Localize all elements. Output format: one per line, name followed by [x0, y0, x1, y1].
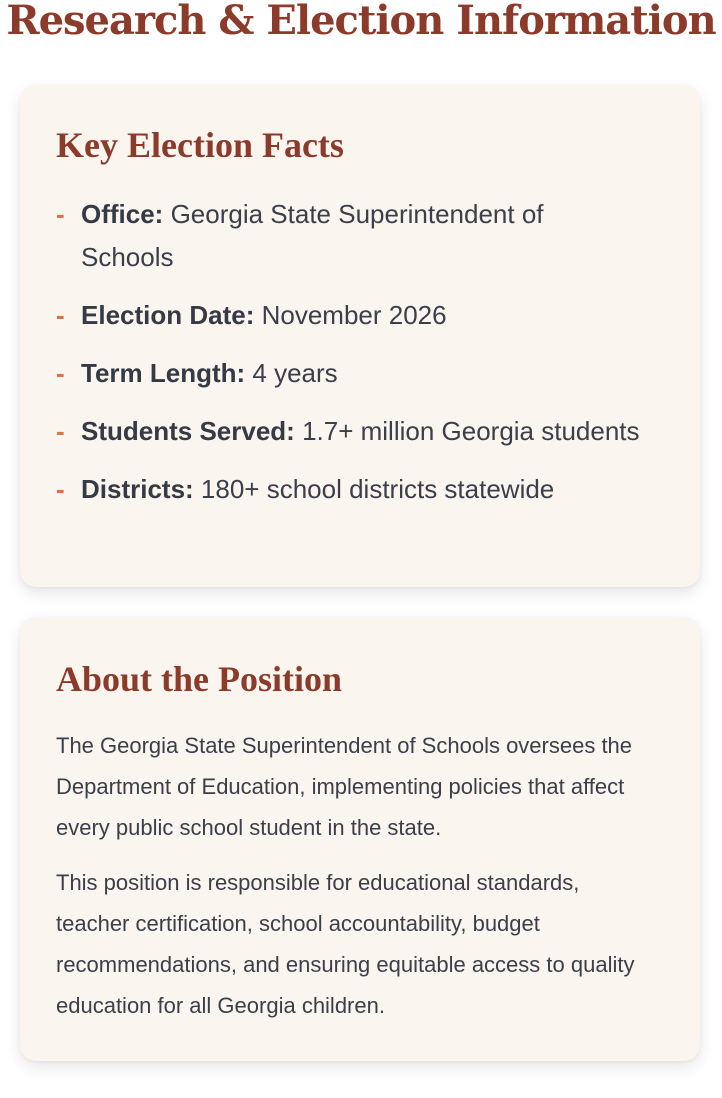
key-facts-heading: Key Election Facts: [56, 125, 344, 165]
fact-term-length: [56, 352, 640, 395]
fact-value: 180+ school districts statewide: [200, 474, 555, 504]
key-facts-list: [56, 193, 640, 526]
key-facts-card: [20, 85, 700, 587]
fact-label: Election Date:: [81, 300, 262, 330]
dash-bullet-icon: -: [56, 199, 65, 229]
dash-bullet-icon: -: [56, 416, 65, 446]
dash-bullet-icon: -: [56, 300, 65, 330]
fact-value: November 2026: [261, 300, 447, 330]
about-position-body: [56, 725, 656, 1040]
fact-districts: [56, 468, 640, 511]
fact-value: Georgia State Superintendent of Schools: [81, 199, 544, 272]
about-position-heading: About the Position: [56, 659, 343, 699]
fact-election-date: [56, 294, 640, 337]
fact-label: Office:: [81, 199, 171, 229]
page-title: Research & Election Information: [6, 0, 716, 44]
about-position-card: [20, 617, 700, 1061]
fact-label: Districts:: [81, 474, 201, 504]
fact-value: 4 years: [252, 358, 338, 388]
fact-label: Students Served:: [81, 416, 303, 446]
fact-label: Term Length:: [81, 358, 253, 388]
dash-bullet-icon: -: [56, 474, 65, 504]
dash-bullet-icon: -: [56, 358, 65, 388]
fact-value: 1.7+ million Georgia students: [302, 416, 640, 446]
about-paragraph: This position is responsible for educational standards, teacher certification, school accountability, budget recommendations, and ensuring equitable access to quality education for all Georgia children.: [56, 870, 635, 1018]
about-paragraph: The Georgia State Superintendent of Schools oversees the Department of Education, implementing policies that affect every public school student in the state.: [56, 733, 633, 840]
fact-students-served: [56, 410, 640, 453]
fact-office: [56, 193, 640, 279]
